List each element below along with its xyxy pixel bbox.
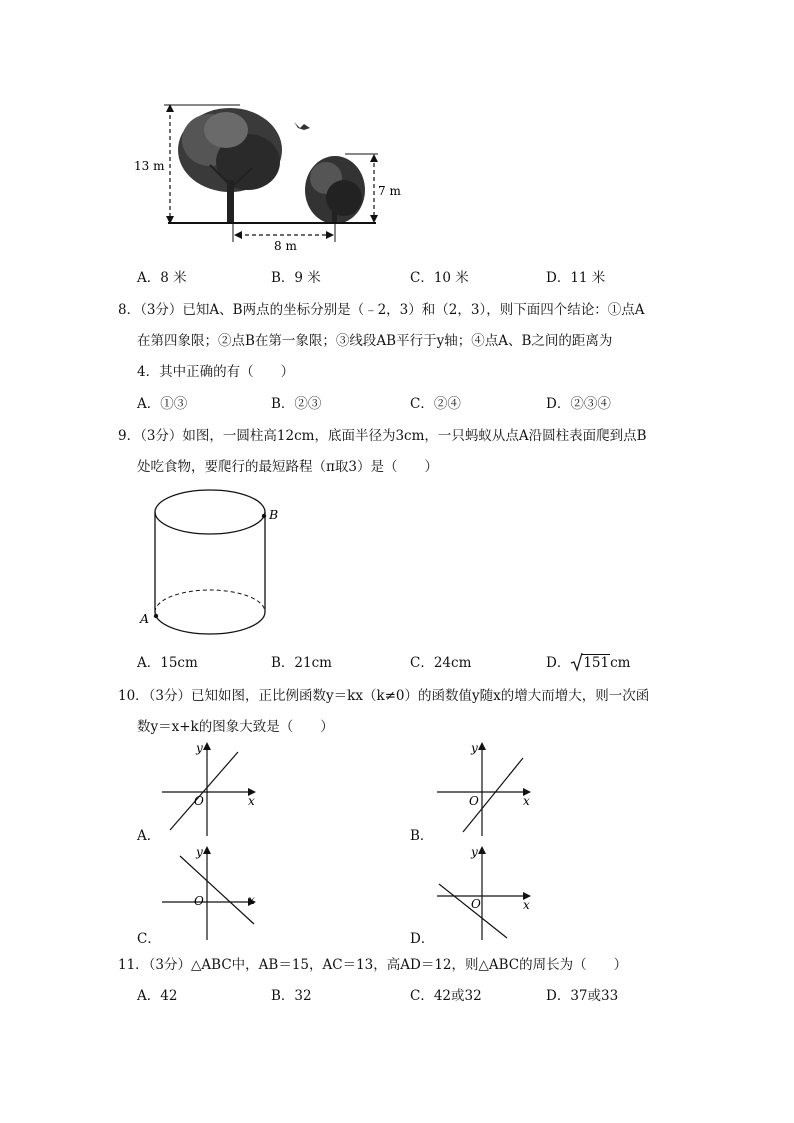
q11-line-1: 11．（3分）△ABC中，AB＝15，AC＝13，高AD＝12，则△ABC的周长为（ ） — [118, 957, 628, 973]
bird-icon — [294, 122, 310, 130]
q10-line-2: 数y＝x+k的图象大致是（ ） — [137, 719, 334, 735]
graph-d-x-label: x — [523, 898, 530, 912]
cylinder-figure — [130, 482, 280, 647]
point-b-dot — [262, 514, 266, 518]
point-a-dot — [154, 614, 158, 618]
q9-option-a[interactable]: A．15cm — [137, 655, 198, 671]
label-13m: 13 m — [134, 159, 165, 173]
q8-option-a[interactable]: A．①③ — [137, 396, 188, 412]
q8-line-3: 4．其中正确的有（ ） — [137, 364, 295, 380]
q9-option-d[interactable] — [546, 653, 630, 673]
graph-b-y-label: y — [471, 741, 478, 755]
q9-line-2: 处吃食物，要爬行的最短路程（π取3）是（ ） — [137, 459, 438, 475]
q11-option-d[interactable]: D．37或33 — [546, 988, 619, 1004]
q9-option-c[interactable]: C．24cm — [410, 655, 472, 671]
q10-option-c[interactable]: C． — [137, 931, 161, 947]
q8-option-b[interactable]: B．②③ — [271, 396, 322, 412]
q10-option-d[interactable]: D． — [410, 931, 435, 947]
q8-option-d[interactable]: D．②③④ — [546, 396, 611, 412]
graph-b-origin: O — [469, 794, 479, 808]
q7-option-c[interactable]: C．10 米 — [410, 270, 469, 286]
q8-line-2: 在第四象限；②点B在第一象限；③线段AB平行于y轴；④点A、B之间的距离为 — [137, 333, 613, 349]
label-7m: 7 m — [378, 184, 401, 198]
q7-option-b[interactable]: B．9 米 — [271, 270, 321, 286]
graph-a-y-label: y — [196, 741, 203, 755]
q11-option-a[interactable]: A．42 — [137, 988, 178, 1004]
q11-option-b[interactable]: B．32 — [271, 988, 312, 1004]
graph-c-x-label: x — [248, 893, 255, 907]
graph-a-origin: O — [194, 794, 204, 808]
q11-option-c[interactable]: C．42或32 — [410, 988, 482, 1004]
q10-line-1: 10．（3分）已知如图，正比例函数y＝kx（k≠0）的函数值y随x的增大而增大，则一次函 — [118, 688, 650, 704]
label-8m: 8 m — [274, 239, 297, 253]
graph-c-origin: O — [194, 894, 204, 908]
q7-option-d[interactable]: D．11 米 — [546, 270, 606, 286]
point-a-label: A — [140, 611, 150, 626]
graph-a-x-label: x — [248, 794, 255, 808]
q10-option-b[interactable]: B． — [410, 828, 434, 844]
short-tree — [305, 156, 365, 224]
graph-d-y-label: y — [471, 845, 478, 859]
graph-a — [160, 738, 260, 838]
graph-d-origin: O — [471, 897, 481, 911]
q9-option-d-prefix: D． — [546, 655, 571, 671]
graph-b — [435, 738, 535, 838]
q7-option-a[interactable]: A．8 米 — [137, 270, 187, 286]
tall-tree — [178, 108, 282, 222]
graph-b-x-label: x — [523, 794, 530, 808]
sqrt-icon — [570, 653, 610, 673]
q9-option-b[interactable]: B．21cm — [271, 655, 332, 671]
q10-option-a[interactable]: A． — [137, 828, 161, 844]
trees-figure — [130, 100, 401, 260]
q9-option-d-unit: cm — [610, 655, 631, 671]
graph-c-y-label: y — [196, 845, 203, 859]
q9-line-1: 9．（3分）如图，一圆柱高12cm，底面半径为3cm，一只蚂蚁从点A沿圆柱表面爬到点B — [118, 428, 647, 444]
point-b-label: B — [269, 507, 279, 522]
q8-option-c[interactable]: C．②④ — [410, 396, 461, 412]
graph-d — [435, 842, 535, 942]
q8-line-1: 8．（3分）已知A、B两点的坐标分别是（﹣2，3）和（2，3），则下面四个结论：①点A — [118, 302, 645, 318]
q9-option-d-radicand: 151 — [583, 655, 610, 671]
graph-c — [160, 842, 260, 942]
